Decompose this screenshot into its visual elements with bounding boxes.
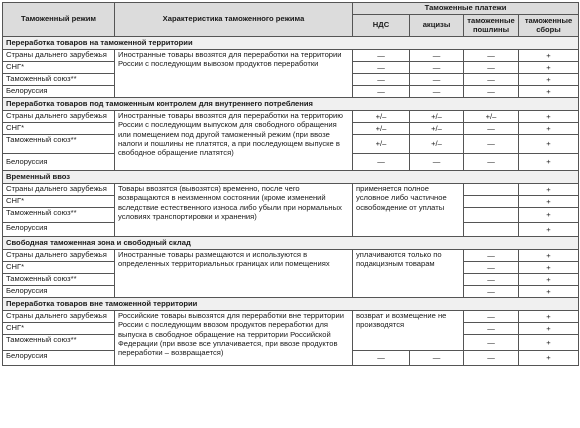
excise-cell: +/– bbox=[410, 111, 464, 123]
region-cell: Страны дальнего зарубежья bbox=[3, 250, 115, 262]
header-payments: Таможенные платежи bbox=[353, 3, 579, 15]
fees-cell: + bbox=[519, 311, 579, 323]
region-cell: Таможенный союз** bbox=[3, 208, 115, 223]
fees-cell: + bbox=[519, 86, 579, 98]
fees-cell: + bbox=[519, 62, 579, 74]
region-cell: СНГ* bbox=[3, 262, 115, 274]
header-regime: Таможенный режим bbox=[3, 3, 115, 37]
duties-cell: — bbox=[464, 154, 519, 171]
duties-cell: — bbox=[464, 123, 519, 135]
fees-cell: + bbox=[519, 154, 579, 171]
duties-cell: — bbox=[464, 74, 519, 86]
fees-cell: + bbox=[519, 208, 579, 223]
fees-cell: + bbox=[519, 286, 579, 298]
region-cell: Страны дальнего зарубежья bbox=[3, 111, 115, 123]
header-duties: таможенные пошлины bbox=[464, 15, 519, 37]
fees-cell: + bbox=[519, 111, 579, 123]
fees-cell: + bbox=[519, 135, 579, 154]
fees-cell: + bbox=[519, 250, 579, 262]
region-cell: Таможенный союз** bbox=[3, 74, 115, 86]
region-cell: Страны дальнего зарубежья bbox=[3, 311, 115, 323]
section-title: Переработка товаров на таможенной территории bbox=[3, 37, 579, 50]
vat-cell: +/– bbox=[353, 135, 410, 154]
excise-cell: — bbox=[410, 62, 464, 74]
fees-cell: + bbox=[519, 351, 579, 366]
region-cell: Таможенный союз** bbox=[3, 135, 115, 154]
header-fees: таможенные сборы bbox=[519, 15, 579, 37]
header-characteristic: Характеристика таможенного режима bbox=[115, 3, 353, 37]
excise-cell: — bbox=[410, 86, 464, 98]
region-cell: Таможенный союз** bbox=[3, 335, 115, 351]
excise-cell: +/– bbox=[410, 123, 464, 135]
fees-cell: + bbox=[519, 223, 579, 237]
excise-cell: — bbox=[410, 50, 464, 62]
vat-cell: — bbox=[353, 86, 410, 98]
section-title: Переработка товаров под таможенным контролем для внутреннего потребления bbox=[3, 98, 579, 111]
excise-cell: — bbox=[410, 154, 464, 171]
payment-note: уплачиваются только по подакцизным товарам bbox=[353, 250, 464, 298]
customs-regimes-table bbox=[2, 2, 579, 366]
vat-cell: — bbox=[353, 62, 410, 74]
fees-cell: + bbox=[519, 323, 579, 335]
vat-cell: — bbox=[353, 74, 410, 86]
region-cell: СНГ* bbox=[3, 323, 115, 335]
vat-cell: — bbox=[353, 351, 410, 366]
duties-cell: — bbox=[464, 286, 519, 298]
regime-description: Иностранные товары размещаются и используются в определенных территориальных границах или помещениях bbox=[115, 250, 353, 298]
duties-cell: — bbox=[464, 351, 519, 366]
regime-description: Иностранные товары ввозятся для переработки на территории России с последующим вывозом продуктов переработки bbox=[115, 50, 353, 98]
header-vat: НДС bbox=[353, 15, 410, 37]
region-cell: СНГ* bbox=[3, 196, 115, 208]
region-cell: СНГ* bbox=[3, 123, 115, 135]
region-cell: Страны дальнего зарубежья bbox=[3, 50, 115, 62]
duties-cell: — bbox=[464, 62, 519, 74]
excise-cell: +/– bbox=[410, 135, 464, 154]
excise-cell: — bbox=[410, 74, 464, 86]
section-title: Временный ввоз bbox=[3, 171, 579, 184]
region-cell: Белоруссия bbox=[3, 286, 115, 298]
region-cell: Таможенный союз** bbox=[3, 274, 115, 286]
duties-cell: — bbox=[464, 135, 519, 154]
fees-cell: + bbox=[519, 262, 579, 274]
duties-cell: — bbox=[464, 323, 519, 335]
region-cell: Белоруссия bbox=[3, 223, 115, 237]
duties-cell: — bbox=[464, 262, 519, 274]
fees-cell: + bbox=[519, 196, 579, 208]
region-cell: Белоруссия bbox=[3, 86, 115, 98]
section-title: Переработка товаров вне таможенной территории bbox=[3, 298, 579, 311]
regime-description: Иностранные товары ввозятся для переработки на территорию России с последующим выпуском для свободного обращения или помещением под другой таможенный режим (при ввозе налоги и пошлины не платятся, а при последующем выпуске в свободное обращение платятся) bbox=[115, 111, 353, 171]
duties-cell: — bbox=[464, 50, 519, 62]
region-cell: СНГ* bbox=[3, 62, 115, 74]
fees-cell: + bbox=[519, 184, 579, 196]
region-cell: Страны дальнего зарубежья bbox=[3, 184, 115, 196]
duties-cell: — bbox=[464, 335, 519, 351]
payment-note: применяется полное условное либо частичное освобождение от уплаты bbox=[353, 184, 464, 237]
vat-cell: — bbox=[353, 154, 410, 171]
duties-cell: +/– bbox=[464, 111, 519, 123]
duties-cell: — bbox=[464, 250, 519, 262]
region-cell: Белоруссия bbox=[3, 351, 115, 366]
region-cell: Белоруссия bbox=[3, 154, 115, 171]
fees-cell: + bbox=[519, 335, 579, 351]
fees-cell: + bbox=[519, 74, 579, 86]
duties-cell bbox=[464, 223, 519, 237]
section-title: Свободная таможенная зона и свободный склад bbox=[3, 237, 579, 250]
regime-description: Российские товары вывозятся для переработки вне территории России с последующим ввозом продуктов переработки для выпуска в свободное обращение на территории Российской Федерации (при ввозе все уплачивается, при ввозе продуктов переработки – возвращается) bbox=[115, 311, 353, 366]
duties-cell: — bbox=[464, 274, 519, 286]
excise-cell: — bbox=[410, 351, 464, 366]
fees-cell: + bbox=[519, 50, 579, 62]
duties-cell bbox=[464, 196, 519, 208]
regime-description: Товары ввозятся (вывозятся) временно, после чего возвращаются в неизменном состоянии (кроме изменений вследствие естественного износа либо убыли при нормальных условиях транспортировки и хранения) bbox=[115, 184, 353, 237]
vat-cell: — bbox=[353, 50, 410, 62]
duties-cell bbox=[464, 184, 519, 196]
vat-cell: +/– bbox=[353, 123, 410, 135]
duties-cell bbox=[464, 208, 519, 223]
fees-cell: + bbox=[519, 274, 579, 286]
duties-cell: — bbox=[464, 86, 519, 98]
fees-cell: + bbox=[519, 123, 579, 135]
duties-cell: — bbox=[464, 311, 519, 323]
vat-cell: +/– bbox=[353, 111, 410, 123]
header-excise: акцизы bbox=[410, 15, 464, 37]
payment-note: возврат и возмещение не производятся bbox=[353, 311, 464, 351]
